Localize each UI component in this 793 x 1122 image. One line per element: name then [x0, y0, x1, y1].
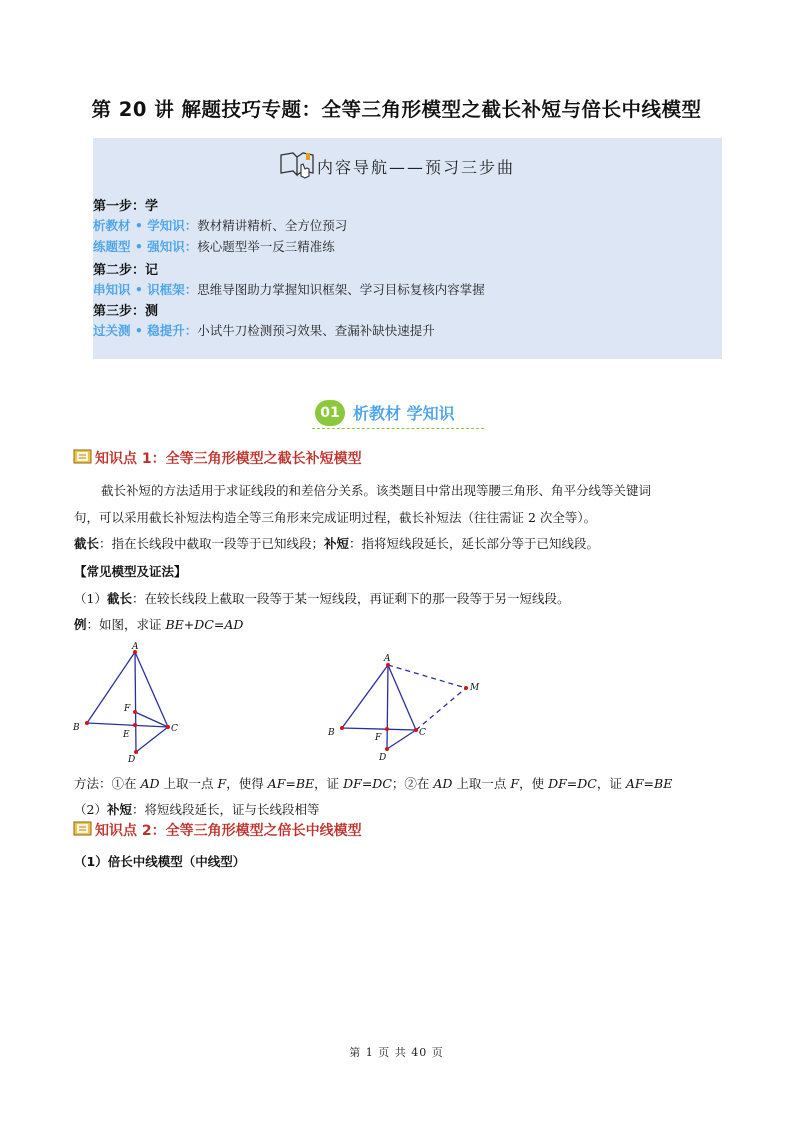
point-e [133, 723, 137, 727]
nav-row-4 [93, 321, 435, 339]
content-navigation-box [93, 138, 722, 359]
segment-ac [388, 665, 416, 730]
nav-header [93, 147, 722, 181]
models-heading: 【常见模型及证法】 [74, 564, 187, 579]
nav-row-2 [93, 237, 335, 255]
label-a: A [384, 654, 391, 664]
method-text: ，证 [596, 776, 626, 791]
point-b [85, 721, 89, 725]
item-3: （1）倍长中线模型（中线型） [74, 854, 246, 869]
section-underline [312, 428, 484, 429]
nav-row-key: 练题型 • 强知识： [93, 239, 198, 254]
segment-am [388, 665, 466, 688]
nav-row-1 [93, 216, 347, 234]
label-b: B [73, 723, 80, 733]
step-1: 第一步：学 [93, 199, 159, 214]
label-c: C [171, 724, 178, 734]
segment-cd [136, 727, 168, 752]
segment-ac [135, 652, 168, 727]
point-c [166, 725, 170, 729]
point-d [134, 750, 138, 754]
point-c [414, 728, 418, 732]
item-1-text: ：在较长线段上截取一段等于某一短线段，再证剩下的那一段等于另一短线段。 [131, 591, 570, 606]
point-f [385, 727, 389, 731]
notebook-icon [73, 821, 92, 836]
segment-cd [387, 730, 416, 749]
page-title: 第 20 讲 解题技巧专题：全等三角形模型之截长补短与倍长中线模型 [91, 98, 702, 121]
segment-ad [387, 665, 388, 749]
method-line [74, 774, 672, 792]
method-var: DF=DC [343, 776, 392, 791]
nav-row-key: 析教材 • 学知识： [93, 218, 198, 233]
method-text: ，使 [519, 776, 549, 791]
nav-row-value: 核心题型举一反三精准练 [197, 239, 335, 254]
point-m [464, 686, 468, 690]
example-label: 例 [74, 617, 87, 632]
nav-row-value: 思维导图助力掌握知识框架、学习目标复核内容掌握 [197, 282, 485, 297]
label-f: F [124, 704, 131, 714]
segment-bc [342, 728, 416, 730]
method-text: ，证 [314, 776, 344, 791]
method-var: AF=BE [625, 776, 673, 791]
section-number-badge: 01 [315, 400, 345, 426]
method-text: ，使得 [226, 776, 268, 791]
nav-row-value: 教材精讲精析、全方位预习 [197, 218, 348, 233]
item-2 [74, 800, 319, 818]
segment-ad [135, 652, 136, 752]
label-d: D [379, 753, 387, 763]
figure-2 [320, 650, 490, 765]
method-var: DF=DC [548, 776, 597, 791]
paragraph-line-1: 截长补短的方法适用于求证线段的和差倍分关系。该类题目中常出现等腰三角形、角平分线等关键词 [101, 483, 652, 498]
label-c: C [419, 728, 426, 738]
cut-text: ：指在长线段中截取一段等于已知线段； [99, 536, 325, 551]
figure-1 [68, 638, 188, 768]
method-var: AF=BE [267, 776, 315, 791]
cut-label: 截长 [74, 536, 100, 551]
method-text: 上取一点 [452, 776, 511, 791]
step-3: 第三步：测 [93, 304, 159, 319]
knowledge-point-2: 知识点 2：全等三角形模型之倍长中线模型 [95, 823, 362, 839]
notebook-icon [73, 449, 92, 464]
example-text: ：如图，求证 [86, 617, 166, 632]
segment-bc [87, 723, 168, 727]
method-text: 方法：①在 [74, 776, 141, 791]
segment-ab [342, 665, 388, 728]
label-d: D [128, 755, 136, 765]
section-title: 析教材 学知识 [353, 404, 455, 423]
segment-cm [416, 688, 466, 730]
example-formula: BE+DC=AD [165, 617, 244, 632]
item-2-prefix: （2） [74, 802, 107, 817]
label-m: M [470, 683, 480, 693]
nav-row-value: 小试牛刀检测预习效果、查漏补缺快速提升 [197, 323, 435, 338]
item-1-label: 截长 [106, 591, 132, 606]
point-f [133, 710, 137, 714]
method-var: AD [140, 776, 160, 791]
method-var: F [510, 776, 520, 791]
point-b [340, 726, 344, 730]
paragraph-line-2: 句，可以采用截长补短法构造全等三角形来完成证明过程，截长补短法（往往需证 2 次全等）。 [74, 510, 597, 525]
method-text: 上取一点 [159, 776, 218, 791]
nav-title: 内容导航——预习三步曲 [317, 158, 516, 177]
label-f: F [375, 733, 382, 743]
nav-row-3 [93, 280, 485, 298]
step-2: 第二步：记 [93, 263, 159, 278]
method-var: AD [433, 776, 453, 791]
nav-row-key: 过关测 • 稳提升： [93, 323, 198, 338]
method-var: F [217, 776, 227, 791]
label-e: E [123, 730, 130, 740]
book-pointer-icon [279, 149, 317, 179]
item-1 [74, 589, 569, 607]
nav-row-key: 串知识 • 识框架： [93, 282, 198, 297]
label-a: A [132, 642, 139, 652]
item-1-prefix: （1） [74, 591, 107, 606]
page-footer: 第 1 页 共 40 页 [349, 1046, 444, 1059]
example-line [74, 615, 243, 633]
point-d [385, 747, 389, 751]
fill-text: ：指将短线段延长，延长部分等于已知线段。 [349, 536, 600, 551]
knowledge-point-1: 知识点 1：全等三角形模型之截长补短模型 [95, 451, 362, 467]
label-b: B [328, 728, 335, 738]
method-text: ；②在 [391, 776, 434, 791]
fill-label: 补短 [324, 536, 350, 551]
definition-line [74, 534, 599, 552]
item-2-label: 补短 [106, 802, 132, 817]
item-2-text: ：将短线段延长，证与长线段相等 [131, 802, 320, 817]
